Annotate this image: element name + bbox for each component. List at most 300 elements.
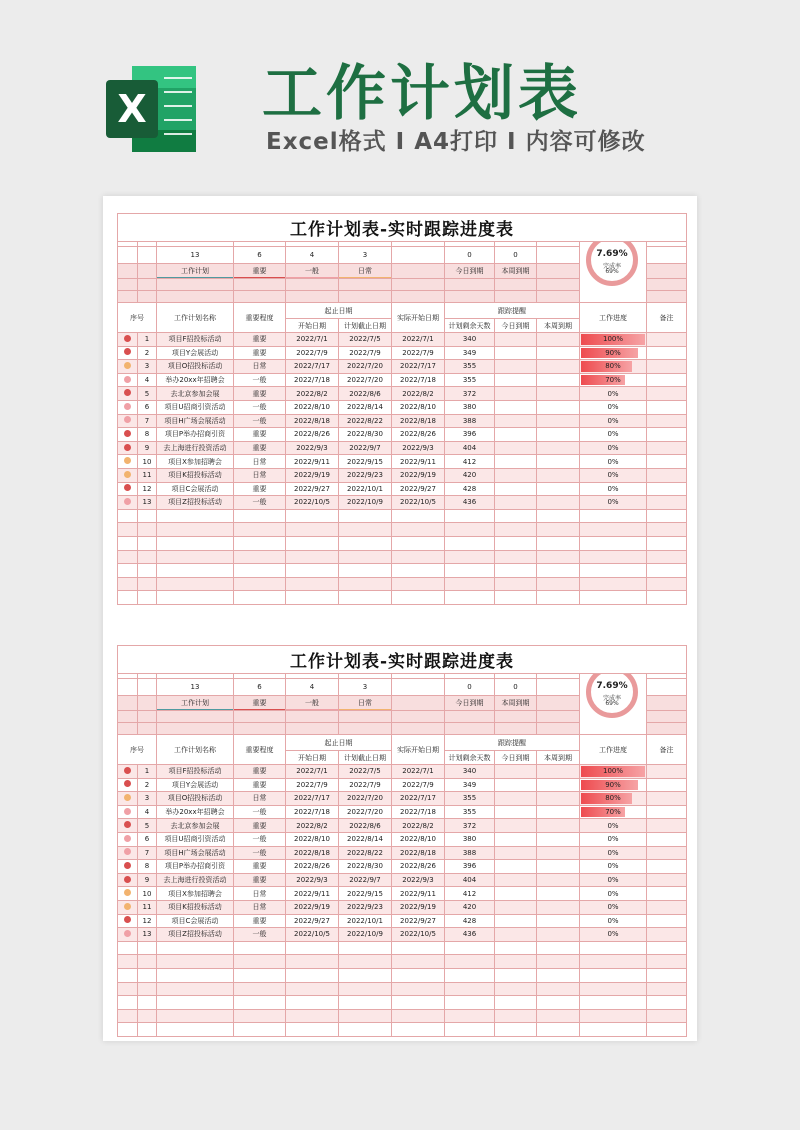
row-no[interactable]: 4 <box>138 373 157 387</box>
row-level[interactable]: 日常 <box>234 792 286 806</box>
row-remaining-days[interactable]: 372 <box>445 819 495 833</box>
row-end[interactable]: 2022/7/9 <box>339 778 392 792</box>
empty-cell[interactable] <box>495 1023 537 1037</box>
row-end[interactable]: 2022/7/20 <box>339 805 392 819</box>
row-no[interactable]: 11 <box>138 468 157 482</box>
empty-cell[interactable] <box>647 996 687 1010</box>
header-progress[interactable]: 工作进度 <box>580 303 647 333</box>
row-start[interactable]: 2022/8/2 <box>286 387 339 401</box>
empty-cell[interactable] <box>157 550 234 564</box>
row-start[interactable]: 2022/7/18 <box>286 373 339 387</box>
empty-cell[interactable] <box>537 509 580 523</box>
empty-cell[interactable] <box>339 968 392 982</box>
row-level[interactable]: 重要 <box>234 860 286 874</box>
row-progress[interactable] <box>580 860 647 874</box>
count-important[interactable]: 6 <box>234 247 286 264</box>
row-level[interactable]: 重要 <box>234 765 286 779</box>
row-no[interactable]: 3 <box>138 792 157 806</box>
row-no[interactable]: 8 <box>138 428 157 442</box>
row-actual-start[interactable]: 2022/8/18 <box>392 846 445 860</box>
row-no[interactable]: 13 <box>138 928 157 942</box>
status-dot-cell[interactable] <box>118 819 138 833</box>
row-today-due[interactable] <box>495 928 537 942</box>
header-reminder[interactable]: 跟踪提醒 <box>445 735 580 751</box>
empty-cell[interactable] <box>118 591 138 605</box>
row-level[interactable]: 重要 <box>234 441 286 455</box>
header-remark[interactable]: 备注 <box>647 303 687 333</box>
header-no[interactable]: 序号 <box>118 735 157 765</box>
row-start[interactable]: 2022/9/3 <box>286 441 339 455</box>
empty-cell[interactable] <box>537 996 580 1010</box>
row-level[interactable]: 重要 <box>234 428 286 442</box>
status-dot-cell[interactable] <box>118 346 138 360</box>
row-remark[interactable] <box>647 346 687 360</box>
row-today-due[interactable] <box>495 860 537 874</box>
empty-cell[interactable] <box>157 982 234 996</box>
row-today-due[interactable] <box>495 873 537 887</box>
row-start[interactable]: 2022/9/27 <box>286 914 339 928</box>
status-dot-cell[interactable] <box>118 455 138 469</box>
row-name[interactable]: 项目C会展活动 <box>157 914 234 928</box>
row-progress[interactable] <box>580 819 647 833</box>
row-level[interactable]: 一般 <box>234 805 286 819</box>
empty-cell[interactable] <box>392 968 445 982</box>
row-remaining-days[interactable]: 388 <box>445 846 495 860</box>
empty-cell[interactable] <box>445 523 495 537</box>
row-week-due[interactable] <box>537 805 580 819</box>
row-no[interactable]: 13 <box>138 496 157 510</box>
empty-cell[interactable] <box>580 509 647 523</box>
row-today-due[interactable] <box>495 346 537 360</box>
row-remaining-days[interactable]: 404 <box>445 441 495 455</box>
row-start[interactable]: 2022/7/17 <box>286 792 339 806</box>
row-name[interactable]: 项目X参加招聘会 <box>157 887 234 901</box>
row-remaining-days[interactable]: 436 <box>445 496 495 510</box>
empty-cell[interactable] <box>286 968 339 982</box>
row-start[interactable]: 2022/7/9 <box>286 346 339 360</box>
status-dot-cell[interactable] <box>118 496 138 510</box>
status-dot-cell[interactable] <box>118 414 138 428</box>
row-no[interactable]: 10 <box>138 887 157 901</box>
empty-cell[interactable] <box>234 564 286 578</box>
row-today-due[interactable] <box>495 428 537 442</box>
label-daily[interactable] <box>339 264 392 279</box>
header-remaining[interactable]: 计划剩余天数 <box>445 751 495 765</box>
empty-cell[interactable] <box>495 1009 537 1023</box>
row-name[interactable]: 项目O招投标活动 <box>157 792 234 806</box>
row-progress[interactable] <box>580 765 647 779</box>
sheet-title-cell[interactable] <box>118 214 687 242</box>
row-remaining-days[interactable]: 412 <box>445 887 495 901</box>
row-actual-start[interactable]: 2022/8/2 <box>392 819 445 833</box>
empty-cell[interactable] <box>580 941 647 955</box>
row-remark[interactable] <box>647 887 687 901</box>
label-plan[interactable] <box>157 696 234 711</box>
row-remaining-days[interactable]: 380 <box>445 832 495 846</box>
empty-cell[interactable] <box>118 536 138 550</box>
row-no[interactable]: 10 <box>138 455 157 469</box>
row-remark[interactable] <box>647 455 687 469</box>
label-week-due[interactable]: 本周到期 <box>495 696 537 711</box>
table-row[interactable] <box>118 414 687 428</box>
header-start[interactable]: 开始日期 <box>286 319 339 333</box>
row-actual-start[interactable]: 2022/7/9 <box>392 778 445 792</box>
row-start[interactable]: 2022/7/17 <box>286 360 339 374</box>
empty-cell[interactable] <box>580 523 647 537</box>
header-progress[interactable]: 工作进度 <box>580 735 647 765</box>
row-start[interactable]: 2022/8/10 <box>286 832 339 846</box>
row-start[interactable]: 2022/8/18 <box>286 414 339 428</box>
count-today-due[interactable]: 0 <box>445 247 495 264</box>
row-progress[interactable] <box>580 441 647 455</box>
row-progress[interactable] <box>580 928 647 942</box>
row-week-due[interactable] <box>537 832 580 846</box>
row-level[interactable]: 日常 <box>234 887 286 901</box>
row-level[interactable]: 重要 <box>234 346 286 360</box>
empty-cell[interactable] <box>445 536 495 550</box>
empty-cell[interactable] <box>339 955 392 969</box>
row-today-due[interactable] <box>495 414 537 428</box>
row-remaining-days[interactable]: 420 <box>445 900 495 914</box>
empty-cell[interactable] <box>495 982 537 996</box>
empty-cell[interactable] <box>537 591 580 605</box>
row-remark[interactable] <box>647 387 687 401</box>
count-plan[interactable]: 13 <box>157 247 234 264</box>
row-end[interactable]: 2022/7/5 <box>339 765 392 779</box>
empty-row[interactable] <box>118 996 687 1010</box>
row-actual-start[interactable]: 2022/9/27 <box>392 482 445 496</box>
table-row[interactable] <box>118 928 687 942</box>
table-row[interactable] <box>118 846 687 860</box>
empty-cell[interactable] <box>138 564 157 578</box>
row-level[interactable]: 重要 <box>234 333 286 347</box>
row-week-due[interactable] <box>537 455 580 469</box>
row-week-due[interactable] <box>537 360 580 374</box>
row-progress[interactable] <box>580 778 647 792</box>
row-remaining-days[interactable]: 355 <box>445 792 495 806</box>
row-remark[interactable] <box>647 805 687 819</box>
empty-cell[interactable] <box>118 509 138 523</box>
row-no[interactable]: 9 <box>138 441 157 455</box>
row-actual-start[interactable]: 2022/9/19 <box>392 900 445 914</box>
empty-cell[interactable] <box>495 564 537 578</box>
empty-cell[interactable] <box>392 591 445 605</box>
empty-cell[interactable] <box>234 591 286 605</box>
empty-cell[interactable] <box>580 1009 647 1023</box>
empty-cell[interactable] <box>445 955 495 969</box>
row-week-due[interactable] <box>537 914 580 928</box>
header-no[interactable]: 序号 <box>118 303 157 333</box>
table-row[interactable] <box>118 860 687 874</box>
label-today-due[interactable]: 今日到期 <box>445 696 495 711</box>
row-no[interactable]: 7 <box>138 846 157 860</box>
row-name[interactable]: 项目H广场会展活动 <box>157 846 234 860</box>
row-start[interactable]: 2022/7/1 <box>286 333 339 347</box>
empty-cell[interactable] <box>392 996 445 1010</box>
empty-row[interactable] <box>118 577 687 591</box>
empty-cell[interactable] <box>647 550 687 564</box>
empty-cell[interactable] <box>445 564 495 578</box>
row-level[interactable]: 一般 <box>234 846 286 860</box>
row-remaining-days[interactable]: 349 <box>445 346 495 360</box>
empty-cell[interactable] <box>445 509 495 523</box>
row-actual-start[interactable]: 2022/7/18 <box>392 373 445 387</box>
row-start[interactable]: 2022/9/19 <box>286 468 339 482</box>
empty-cell[interactable] <box>157 996 234 1010</box>
empty-cell[interactable] <box>392 523 445 537</box>
label-normal[interactable] <box>286 696 339 711</box>
row-today-due[interactable] <box>495 482 537 496</box>
row-week-due[interactable] <box>537 346 580 360</box>
row-progress[interactable] <box>580 846 647 860</box>
row-name[interactable]: 项目Z招投标活动 <box>157 496 234 510</box>
empty-cell[interactable] <box>138 955 157 969</box>
empty-cell[interactable] <box>286 536 339 550</box>
row-remaining-days[interactable]: 428 <box>445 482 495 496</box>
row-level[interactable]: 重要 <box>234 914 286 928</box>
empty-row[interactable] <box>118 982 687 996</box>
empty-cell[interactable] <box>234 536 286 550</box>
row-no[interactable]: 6 <box>138 400 157 414</box>
table-row[interactable] <box>118 765 687 779</box>
empty-cell[interactable] <box>647 509 687 523</box>
empty-cell[interactable] <box>445 982 495 996</box>
table-row[interactable] <box>118 819 687 833</box>
empty-cell[interactable] <box>339 996 392 1010</box>
empty-cell[interactable] <box>286 982 339 996</box>
empty-cell[interactable] <box>392 1023 445 1037</box>
row-name[interactable]: 举办20xx年招聘会 <box>157 373 234 387</box>
row-start[interactable]: 2022/8/10 <box>286 400 339 414</box>
empty-cell[interactable] <box>339 523 392 537</box>
empty-cell[interactable] <box>392 982 445 996</box>
row-today-due[interactable] <box>495 441 537 455</box>
row-name[interactable]: 项目Y会展活动 <box>157 346 234 360</box>
status-dot-cell[interactable] <box>118 792 138 806</box>
empty-cell[interactable] <box>138 577 157 591</box>
row-week-due[interactable] <box>537 414 580 428</box>
header-name[interactable]: 工作计划名称 <box>157 735 234 765</box>
row-week-due[interactable] <box>537 468 580 482</box>
row-name[interactable]: 举办20xx年招聘会 <box>157 805 234 819</box>
count-normal[interactable]: 4 <box>286 247 339 264</box>
empty-cell[interactable] <box>647 591 687 605</box>
row-remaining-days[interactable]: 404 <box>445 873 495 887</box>
label-important[interactable] <box>234 264 286 279</box>
table-row[interactable] <box>118 900 687 914</box>
row-actual-start[interactable]: 2022/8/26 <box>392 860 445 874</box>
empty-row[interactable] <box>118 536 687 550</box>
row-today-due[interactable] <box>495 360 537 374</box>
row-today-due[interactable] <box>495 887 537 901</box>
empty-cell[interactable] <box>138 1009 157 1023</box>
empty-cell[interactable] <box>234 1009 286 1023</box>
row-remark[interactable] <box>647 496 687 510</box>
row-level[interactable]: 日常 <box>234 360 286 374</box>
row-remark[interactable] <box>647 860 687 874</box>
empty-cell[interactable] <box>138 996 157 1010</box>
empty-cell[interactable] <box>580 982 647 996</box>
table-row[interactable] <box>118 360 687 374</box>
row-end[interactable]: 2022/9/15 <box>339 887 392 901</box>
row-level[interactable]: 一般 <box>234 496 286 510</box>
row-week-due[interactable] <box>537 400 580 414</box>
empty-row[interactable] <box>118 968 687 982</box>
empty-cell[interactable] <box>495 941 537 955</box>
row-level[interactable]: 重要 <box>234 482 286 496</box>
table-row[interactable] <box>118 914 687 928</box>
empty-cell[interactable] <box>157 591 234 605</box>
empty-cell[interactable] <box>537 982 580 996</box>
empty-cell[interactable] <box>647 955 687 969</box>
empty-cell[interactable] <box>118 564 138 578</box>
empty-cell[interactable] <box>495 550 537 564</box>
empty-cell[interactable] <box>234 996 286 1010</box>
row-remark[interactable] <box>647 928 687 942</box>
table-row[interactable] <box>118 346 687 360</box>
empty-cell[interactable] <box>157 564 234 578</box>
empty-cell[interactable] <box>339 1009 392 1023</box>
label-plan[interactable] <box>157 264 234 279</box>
row-start[interactable]: 2022/8/2 <box>286 819 339 833</box>
row-name[interactable]: 项目H广场会展活动 <box>157 414 234 428</box>
row-remark[interactable] <box>647 400 687 414</box>
row-today-due[interactable] <box>495 792 537 806</box>
status-dot-cell[interactable] <box>118 360 138 374</box>
row-name[interactable]: 项目P举办招商引资 <box>157 428 234 442</box>
row-week-due[interactable] <box>537 887 580 901</box>
empty-cell[interactable] <box>118 982 138 996</box>
empty-cell[interactable] <box>234 509 286 523</box>
row-no[interactable]: 7 <box>138 414 157 428</box>
empty-cell[interactable] <box>445 591 495 605</box>
row-end[interactable]: 2022/7/20 <box>339 360 392 374</box>
empty-cell[interactable] <box>157 1009 234 1023</box>
row-remark[interactable] <box>647 482 687 496</box>
empty-cell[interactable] <box>157 577 234 591</box>
row-end[interactable]: 2022/9/7 <box>339 441 392 455</box>
row-week-due[interactable] <box>537 387 580 401</box>
row-no[interactable]: 5 <box>138 387 157 401</box>
status-dot-cell[interactable] <box>118 914 138 928</box>
table-row[interactable] <box>118 496 687 510</box>
row-actual-start[interactable]: 2022/8/18 <box>392 414 445 428</box>
empty-cell[interactable] <box>537 523 580 537</box>
row-progress[interactable] <box>580 400 647 414</box>
status-dot-cell[interactable] <box>118 387 138 401</box>
status-dot-cell[interactable] <box>118 900 138 914</box>
status-dot-cell[interactable] <box>118 468 138 482</box>
row-actual-start[interactable]: 2022/9/11 <box>392 887 445 901</box>
row-no[interactable]: 3 <box>138 360 157 374</box>
row-today-due[interactable] <box>495 900 537 914</box>
empty-cell[interactable] <box>495 536 537 550</box>
empty-cell[interactable] <box>445 550 495 564</box>
row-week-due[interactable] <box>537 792 580 806</box>
empty-cell[interactable] <box>339 564 392 578</box>
row-no[interactable]: 5 <box>138 819 157 833</box>
empty-cell[interactable] <box>392 509 445 523</box>
empty-cell[interactable] <box>445 941 495 955</box>
empty-cell[interactable] <box>537 941 580 955</box>
empty-cell[interactable] <box>445 577 495 591</box>
row-name[interactable]: 去上海进行投资活动 <box>157 873 234 887</box>
row-name[interactable]: 项目Z招投标活动 <box>157 928 234 942</box>
empty-cell[interactable] <box>580 536 647 550</box>
row-remaining-days[interactable]: 355 <box>445 360 495 374</box>
empty-cell[interactable] <box>580 550 647 564</box>
row-today-due[interactable] <box>495 496 537 510</box>
empty-cell[interactable] <box>118 1023 138 1037</box>
empty-cell[interactable] <box>234 523 286 537</box>
row-start[interactable]: 2022/7/9 <box>286 778 339 792</box>
row-level[interactable]: 一般 <box>234 400 286 414</box>
empty-cell[interactable] <box>537 968 580 982</box>
row-week-due[interactable] <box>537 846 580 860</box>
row-today-due[interactable] <box>495 765 537 779</box>
table-row[interactable] <box>118 400 687 414</box>
row-level[interactable]: 一般 <box>234 928 286 942</box>
row-no[interactable]: 4 <box>138 805 157 819</box>
empty-cell[interactable] <box>495 523 537 537</box>
table-row[interactable] <box>118 468 687 482</box>
row-progress[interactable] <box>580 496 647 510</box>
row-actual-start[interactable]: 2022/10/5 <box>392 928 445 942</box>
empty-cell[interactable] <box>138 523 157 537</box>
empty-cell[interactable] <box>495 509 537 523</box>
empty-cell[interactable] <box>647 968 687 982</box>
status-dot-cell[interactable] <box>118 400 138 414</box>
row-today-due[interactable] <box>495 914 537 928</box>
row-no[interactable]: 2 <box>138 778 157 792</box>
empty-cell[interactable] <box>286 523 339 537</box>
empty-cell[interactable] <box>157 523 234 537</box>
empty-cell[interactable] <box>537 577 580 591</box>
header-week-due[interactable]: 本周到期 <box>537 751 580 765</box>
header-remark[interactable]: 备注 <box>647 735 687 765</box>
row-start[interactable]: 2022/10/5 <box>286 496 339 510</box>
row-end[interactable]: 2022/9/7 <box>339 873 392 887</box>
empty-cell[interactable] <box>157 536 234 550</box>
empty-cell[interactable] <box>234 968 286 982</box>
row-name[interactable]: 去北京参加会展 <box>157 387 234 401</box>
empty-cell[interactable] <box>234 955 286 969</box>
row-start[interactable]: 2022/8/26 <box>286 428 339 442</box>
table-row[interactable] <box>118 428 687 442</box>
row-name[interactable]: 项目U招商引资活动 <box>157 400 234 414</box>
empty-cell[interactable] <box>647 982 687 996</box>
row-remark[interactable] <box>647 765 687 779</box>
empty-cell[interactable] <box>647 1009 687 1023</box>
row-remark[interactable] <box>647 873 687 887</box>
status-dot-cell[interactable] <box>118 928 138 942</box>
empty-cell[interactable] <box>495 955 537 969</box>
table-row[interactable] <box>118 873 687 887</box>
empty-cell[interactable] <box>118 955 138 969</box>
row-progress[interactable] <box>580 914 647 928</box>
row-progress[interactable] <box>580 360 647 374</box>
empty-cell[interactable] <box>118 1009 138 1023</box>
count-important[interactable]: 6 <box>234 679 286 696</box>
empty-cell[interactable] <box>286 550 339 564</box>
sheet-title-cell[interactable] <box>118 646 687 674</box>
row-today-due[interactable] <box>495 819 537 833</box>
status-dot-cell[interactable] <box>118 428 138 442</box>
count-week-due[interactable]: 0 <box>495 247 537 264</box>
row-remaining-days[interactable]: 340 <box>445 333 495 347</box>
row-end[interactable]: 2022/9/23 <box>339 900 392 914</box>
empty-cell[interactable] <box>537 550 580 564</box>
